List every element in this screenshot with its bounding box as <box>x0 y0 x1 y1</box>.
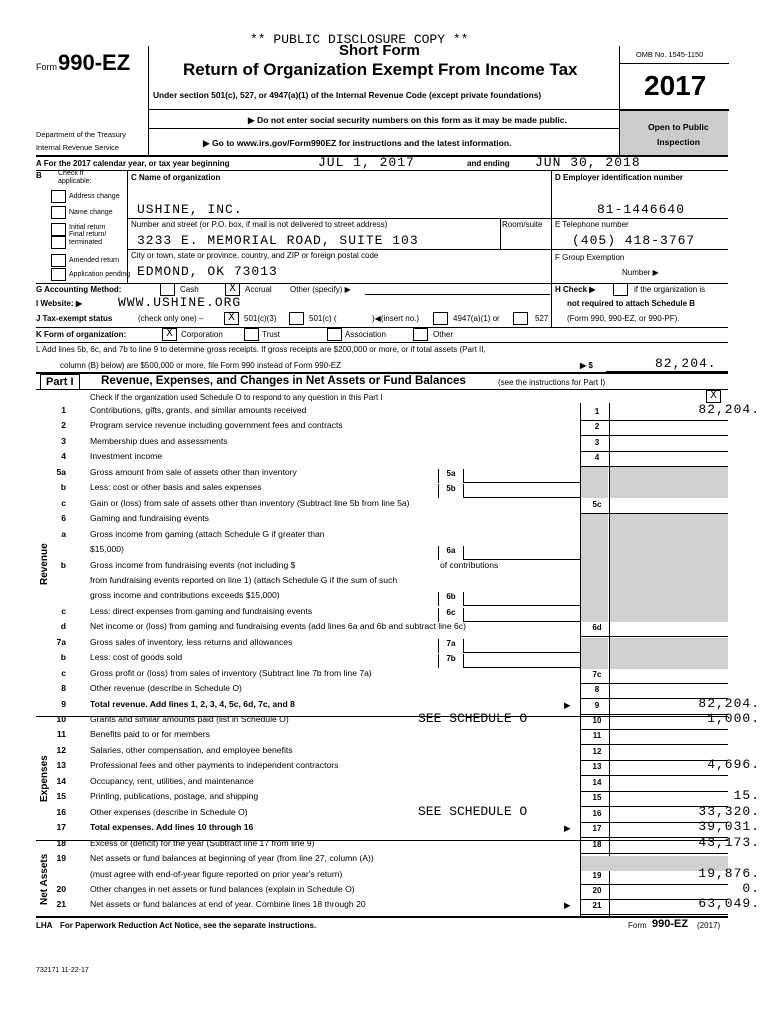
form-title: Return of Organization Exempt From Income Tax <box>183 60 578 79</box>
line-ref-number: 18 <box>592 839 602 849</box>
part-1-line-row <box>36 896 760 915</box>
line-description: Other changes in net assets or fund balances (explain in Schedule O) <box>90 883 355 894</box>
see-schedule-o: SEE SCHEDULE O <box>418 711 528 726</box>
line-number: 15 <box>56 791 66 802</box>
line-number: 11 <box>56 729 66 740</box>
disclosure-banner: ** PUBLIC DISCLOSURE COPY ** <box>250 32 469 47</box>
part-1-line-row <box>36 711 760 730</box>
accounting-method-label: G Accounting Method: <box>36 285 122 294</box>
telephone-value: (405) 418-3767 <box>572 233 696 248</box>
line-ref-number: 19 <box>592 870 602 880</box>
line-description: $15,000) <box>90 544 124 555</box>
line-description: Less: direct expenses from gaming and fundraising events <box>90 605 313 616</box>
arrow-icon: ▶ <box>564 699 571 710</box>
line-ref-number: 16 <box>592 808 602 818</box>
line-number: 21 <box>56 899 66 910</box>
line-number: c <box>61 667 66 678</box>
501c3-checkbox[interactable]: X <box>224 312 239 325</box>
form-number: 990-EZ <box>58 50 131 75</box>
insert-no-label: )◀(insert no.) <box>372 314 420 323</box>
line-ref-number: 21 <box>592 901 602 911</box>
ein-value: 81-1446640 <box>597 202 686 217</box>
amended-return-label: Amended return <box>69 257 120 264</box>
line-description: Occupancy, rent, utilities, and maintenance <box>90 775 254 786</box>
line-number: 18 <box>56 837 66 848</box>
501c-label: 501(c) ( <box>309 314 337 323</box>
line-ref-number: 2 <box>594 422 600 432</box>
line-description: Net income or (loss) from gaming and fundraising events (add lines 6a and 6b and subtract line 6c) <box>90 621 466 632</box>
line-description: Gross profit or (loss) from sales of inventory (Subtract line 7b from line 7a) <box>90 667 372 678</box>
line-description: Less: cost or other basis and sales expenses <box>90 482 262 493</box>
part-1-line-row <box>36 590 726 606</box>
line-number: b <box>60 482 66 493</box>
line-description: Other expenses (describe in Schedule O) <box>90 806 248 817</box>
org-name-label: C Name of organization <box>131 173 221 182</box>
line-description: Gross income from gaming (attach Schedule G if greater than <box>90 528 325 539</box>
line-description: Professional fees and other payments to independent contractors <box>90 760 339 771</box>
line-number: 12 <box>56 744 66 755</box>
part-1-title: Revenue, Expenses, and Changes in Net Assets or Fund Balances <box>101 374 466 387</box>
line-number: 4 <box>61 451 66 462</box>
line-number: b <box>60 559 66 570</box>
line-description: from fundraising events reported on line 1) (attach Schedule G if the sum of such <box>90 574 398 585</box>
part-1-line-row <box>36 560 726 576</box>
line-number: 2 <box>61 420 66 431</box>
line-ref-number: 11 <box>592 731 602 741</box>
other-org-label: Other <box>433 330 454 339</box>
group-exemption-number: Number ▶ <box>622 268 659 277</box>
4947a1-label: 4947(a)(1) or <box>453 314 500 323</box>
part-1-line-row <box>36 637 726 653</box>
part-1-line-row <box>36 729 726 745</box>
trust-label: Trust <box>262 330 280 339</box>
line-amount[interactable]: 63,049. <box>698 896 760 912</box>
part-1-line-row <box>36 467 726 483</box>
initial-return-label: Initial return <box>69 224 106 231</box>
initial-return-checkbox[interactable] <box>51 223 66 236</box>
line-number: 7a <box>56 636 66 647</box>
line-description: gross income and contributions exceeds $15,000) <box>90 590 280 601</box>
line-ref-number: 7c <box>592 669 602 679</box>
net-assets-side-label: Net Assets <box>39 853 50 905</box>
schedule-o-check-text: Check if the organization used Schedule O to respond to any question in this Part I <box>90 393 383 402</box>
name-change-label: Name change <box>69 209 113 216</box>
accrual-checkbox[interactable]: X <box>225 283 240 296</box>
sub-line-number: 7a <box>438 639 464 653</box>
line-ref-number: 20 <box>592 885 602 895</box>
check-only-one: (check only one) – <box>138 314 204 323</box>
terminated-label: terminated <box>69 239 103 246</box>
line-description: Contributions, gifts, grants, and similar amounts received <box>90 405 307 415</box>
line-ref-number: 15 <box>592 793 602 803</box>
applicable: applicable: <box>58 178 92 185</box>
part-1-line-row <box>36 402 760 421</box>
line-number: 16 <box>56 806 66 817</box>
final-return-checkbox[interactable] <box>51 236 66 249</box>
line-description: Net assets or fund balances at end of year. Combine lines 18 through 20 <box>90 899 366 910</box>
address-change-checkbox[interactable] <box>51 190 66 203</box>
sub-line-number: 5b <box>438 484 464 498</box>
line-number: c <box>61 605 66 616</box>
part-1-line-row <box>36 513 726 529</box>
sub-line-number: 6a <box>438 546 464 560</box>
line-description: Total revenue. Add lines 1, 2, 3, 4, 5c, 6d, 7c, and 8 <box>90 698 295 709</box>
line-number: 20 <box>56 883 66 894</box>
inspection: Inspection <box>657 137 700 147</box>
irs-label: Internal Revenue Service <box>36 143 119 152</box>
name-change-checkbox[interactable] <box>51 206 66 219</box>
tax-year: 2017 <box>644 70 707 101</box>
line-ref-number: 14 <box>592 777 602 787</box>
corporation-label: Corporation <box>181 330 223 339</box>
line-description: Excess or (deficit) for the year (Subtract line 17 from line 9) <box>90 837 315 848</box>
association-label: Association <box>345 330 386 339</box>
line-amount[interactable]: 1,000. <box>707 711 760 726</box>
h-text-3: (Form 990, 990-EZ, or 990-PF). <box>567 314 680 323</box>
line-number: 6 <box>61 513 66 524</box>
part-1-line-row <box>36 575 726 591</box>
part-1-line-row <box>36 621 726 637</box>
and-ending-label: and ending <box>467 159 510 168</box>
revenue-side-label: Revenue <box>39 543 50 585</box>
line-description: Other revenue (describe in Schedule O) <box>90 683 242 694</box>
line-description: Printing, publications, postage, and shipping <box>90 791 259 802</box>
trust-checkbox[interactable] <box>244 328 259 341</box>
line-number: 10 <box>56 714 66 724</box>
line-ref-number: 9 <box>594 700 600 710</box>
part-1-line-row <box>36 757 760 776</box>
line-number: 8 <box>61 683 66 694</box>
h-text: if the organization is <box>634 285 706 294</box>
sub-line-number: 7b <box>438 654 464 668</box>
line-ref-number: 17 <box>592 824 602 834</box>
part-1-line-row <box>36 436 726 452</box>
line-description: Total expenses. Add lines 10 through 16 <box>90 822 254 833</box>
sub-line-number: 6b <box>438 592 464 606</box>
line-a-label: A For the 2017 calendar year, or tax year beginning <box>36 159 230 168</box>
h-text-2: not required to attach Schedule B <box>567 299 696 308</box>
other-org-checkbox[interactable] <box>413 328 428 341</box>
omb-number: OMB No. 1545-1150 <box>636 50 704 59</box>
footer-form-year: (2017) <box>697 921 721 930</box>
part-1-tag: Part I <box>40 374 80 390</box>
line-ref-number: 1 <box>594 407 600 416</box>
do-not-enter: ▶ Do not enter social security numbers on this form as it may be made public. <box>248 115 567 125</box>
line-number: c <box>61 497 66 508</box>
arrow-icon: ▶ <box>564 823 571 834</box>
cash-label: Cash <box>180 285 199 294</box>
schedule-o-checkbox[interactable]: X <box>706 390 721 403</box>
application-pending-label: Application pending <box>69 271 131 278</box>
amended-return-checkbox[interactable] <box>51 254 66 267</box>
tax-year-begin: JUL 1, 2017 <box>318 155 415 170</box>
line-description: Investment income <box>90 451 163 462</box>
line-number: 1 <box>61 405 66 415</box>
line-description: Gross income from fundraising events (not including $ <box>90 559 296 570</box>
line-description: Gain or (loss) from sale of assets other than inventory (Subtract line 5b from line 5a) <box>90 497 410 508</box>
527-checkbox[interactable] <box>513 312 528 325</box>
lha-label: LHA <box>36 921 53 930</box>
website-label: I Website: ▶ <box>36 299 83 308</box>
part-1-line-row <box>36 668 726 684</box>
see-schedule-o: SEE SCHEDULE O <box>418 803 528 819</box>
final-return-label: Final return/ <box>69 231 107 238</box>
website-value[interactable]: WWW.USHINE.ORG <box>118 295 242 310</box>
go-to-irs: ▶ Go to www.irs.gov/Form990EZ for instructions and the latest information. <box>203 138 512 148</box>
line-b-label: B <box>36 171 42 180</box>
line-number: 13 <box>56 760 66 771</box>
4947a1-checkbox[interactable] <box>433 312 448 325</box>
line-amount[interactable]: 4,696. <box>707 757 760 773</box>
line-l-arrow: ▶ $ <box>580 361 593 370</box>
department: Department of the Treasury <box>36 130 126 139</box>
line-number: 9 <box>61 698 66 709</box>
sub-line-number: 5a <box>438 469 464 483</box>
line-description: Grants and similar amounts paid (list in Schedule O) <box>90 714 289 724</box>
expenses-side-label: Expenses <box>39 755 50 802</box>
line-l-text-2: column (B) below) are $500,000 or more, file Form 990 instead of Form 990-EZ <box>60 361 342 370</box>
org-name: USHINE, INC. <box>137 202 243 217</box>
gross-receipts-amount: 82,204. <box>655 356 717 371</box>
form-word: Form <box>36 62 57 72</box>
check-if: Check if <box>58 170 84 177</box>
line-amount[interactable]: 15. <box>733 788 760 804</box>
line-extra-text: of contributions <box>440 559 499 570</box>
line-ref-number: 5c <box>592 499 602 509</box>
line-number: 17 <box>56 822 66 833</box>
line-number: 5a <box>56 466 66 477</box>
line-amount[interactable]: 33,320. <box>698 803 760 819</box>
line-description: Program service revenue including government fees and contracts <box>90 420 343 431</box>
part-1-line-row <box>36 420 726 436</box>
line-number: d <box>60 621 66 632</box>
schedule-b-checkbox[interactable] <box>613 283 628 296</box>
part-1-line-row <box>36 498 726 514</box>
part-1-line-row <box>36 529 726 545</box>
accrual-label: Accrual <box>245 285 272 294</box>
short-form-title: Short Form <box>339 42 420 59</box>
line-ref-number: 8 <box>594 685 600 695</box>
paperwork-notice: For Paperwork Reduction Act Notice, see the separate instructions. <box>60 921 317 930</box>
501c-checkbox[interactable] <box>289 312 304 325</box>
line-amount[interactable]: 43,173. <box>698 834 760 850</box>
line-description: Gaming and fundraising events <box>90 513 209 524</box>
other-method-label: Other (specify) ▶ <box>290 285 351 294</box>
corporation-checkbox[interactable]: X <box>162 328 177 341</box>
part-1-line-row <box>36 652 726 668</box>
part-1-line-row <box>36 606 726 622</box>
line-description: Membership dues and assessments <box>90 435 228 446</box>
part-1-see-instructions: (see the instructions for Part I) <box>498 378 606 387</box>
line-ref-number: 10 <box>592 716 602 725</box>
line-amount[interactable]: 39,031. <box>698 819 760 835</box>
line-ref-number: 4 <box>594 453 600 463</box>
line-description: Benefits paid to or for members <box>90 729 210 740</box>
tax-exempt-status-label: J Tax-exempt status <box>36 314 113 323</box>
line-number: 19 <box>56 853 66 864</box>
501c3-label: 501(c)(3) <box>244 314 277 323</box>
application-pending-checkbox[interactable] <box>51 268 66 281</box>
form-of-org-label: K Form of organization: <box>36 330 127 339</box>
line-amount[interactable]: 0. <box>742 880 760 896</box>
arrow-icon: ▶ <box>564 900 571 911</box>
part-1-line-row <box>36 482 726 498</box>
association-checkbox[interactable] <box>327 328 342 341</box>
footer-form-label: Form <box>628 921 647 930</box>
group-exemption-label: F Group Exemption <box>555 253 625 262</box>
open-public-box <box>620 110 728 155</box>
form-code: 732171 11-22-17 <box>36 967 89 974</box>
line-description: Gross amount from sale of assets other than inventory <box>90 466 297 477</box>
line-description: Net assets or fund balances at beginning of year (from line 27, column (A)) <box>90 853 374 864</box>
line-l-text-1: L Add lines 5b, 6c, and 7b to line 9 to determine gross receipts. If gross receipts are $200,000 or more, or if total assets (Part II, <box>36 345 486 354</box>
line-description: Less: cost of goods sold <box>90 652 183 663</box>
part-1-line-row <box>36 834 760 854</box>
line-ref-number: 6d <box>592 623 602 633</box>
room-suite-label: Room/suite <box>502 220 543 229</box>
part-1-line-row <box>36 544 726 560</box>
line-amount[interactable]: 82,204. <box>698 695 760 711</box>
city-state-zip: EDMOND, OK 73013 <box>137 264 278 279</box>
line-number: b <box>60 652 66 663</box>
sub-line-number: 6c <box>438 608 464 622</box>
527-label: 527 <box>535 314 549 323</box>
line-description: Gross sales of inventory, less returns and allowances <box>90 636 293 647</box>
street-label: Number and street (or P.O. box, if mail is not delivered to street address) <box>131 220 388 229</box>
line-amount[interactable]: 19,876. <box>698 865 760 881</box>
line-ref-number: 12 <box>592 746 602 756</box>
line-amount[interactable]: 82,204. <box>698 402 760 417</box>
telephone-label: E Telephone number <box>555 220 629 229</box>
address-change-label: Address change <box>69 193 120 200</box>
line-description: Salaries, other compensation, and employee benefits <box>90 744 293 755</box>
footer-form-number: 990-EZ <box>652 918 689 930</box>
line-number: a <box>61 528 66 539</box>
line-number: 3 <box>61 435 66 446</box>
tax-year-end: JUN 30, 2018 <box>535 155 641 170</box>
part-1-line-row <box>36 451 726 467</box>
city-label: City or town, state or province, country, and ZIP or foreign postal code <box>131 251 379 260</box>
under-section: Under section 501(c), 527, or 4947(a)(1) of the Internal Revenue Code (except private foundations) <box>153 90 542 100</box>
line-description: (must agree with end-of-year figure reported on prior year's return) <box>90 868 343 879</box>
line-ref-number: 13 <box>592 762 602 772</box>
ein-label: D Employer identification number <box>555 173 684 182</box>
line-number: 14 <box>56 775 66 786</box>
street-address: 3233 E. MEMORIAL ROAD, SUITE 103 <box>137 233 419 248</box>
open-public: Open to Public <box>648 122 709 132</box>
h-check-label: H Check ▶ <box>555 285 596 294</box>
line-ref-number: 3 <box>594 437 600 447</box>
